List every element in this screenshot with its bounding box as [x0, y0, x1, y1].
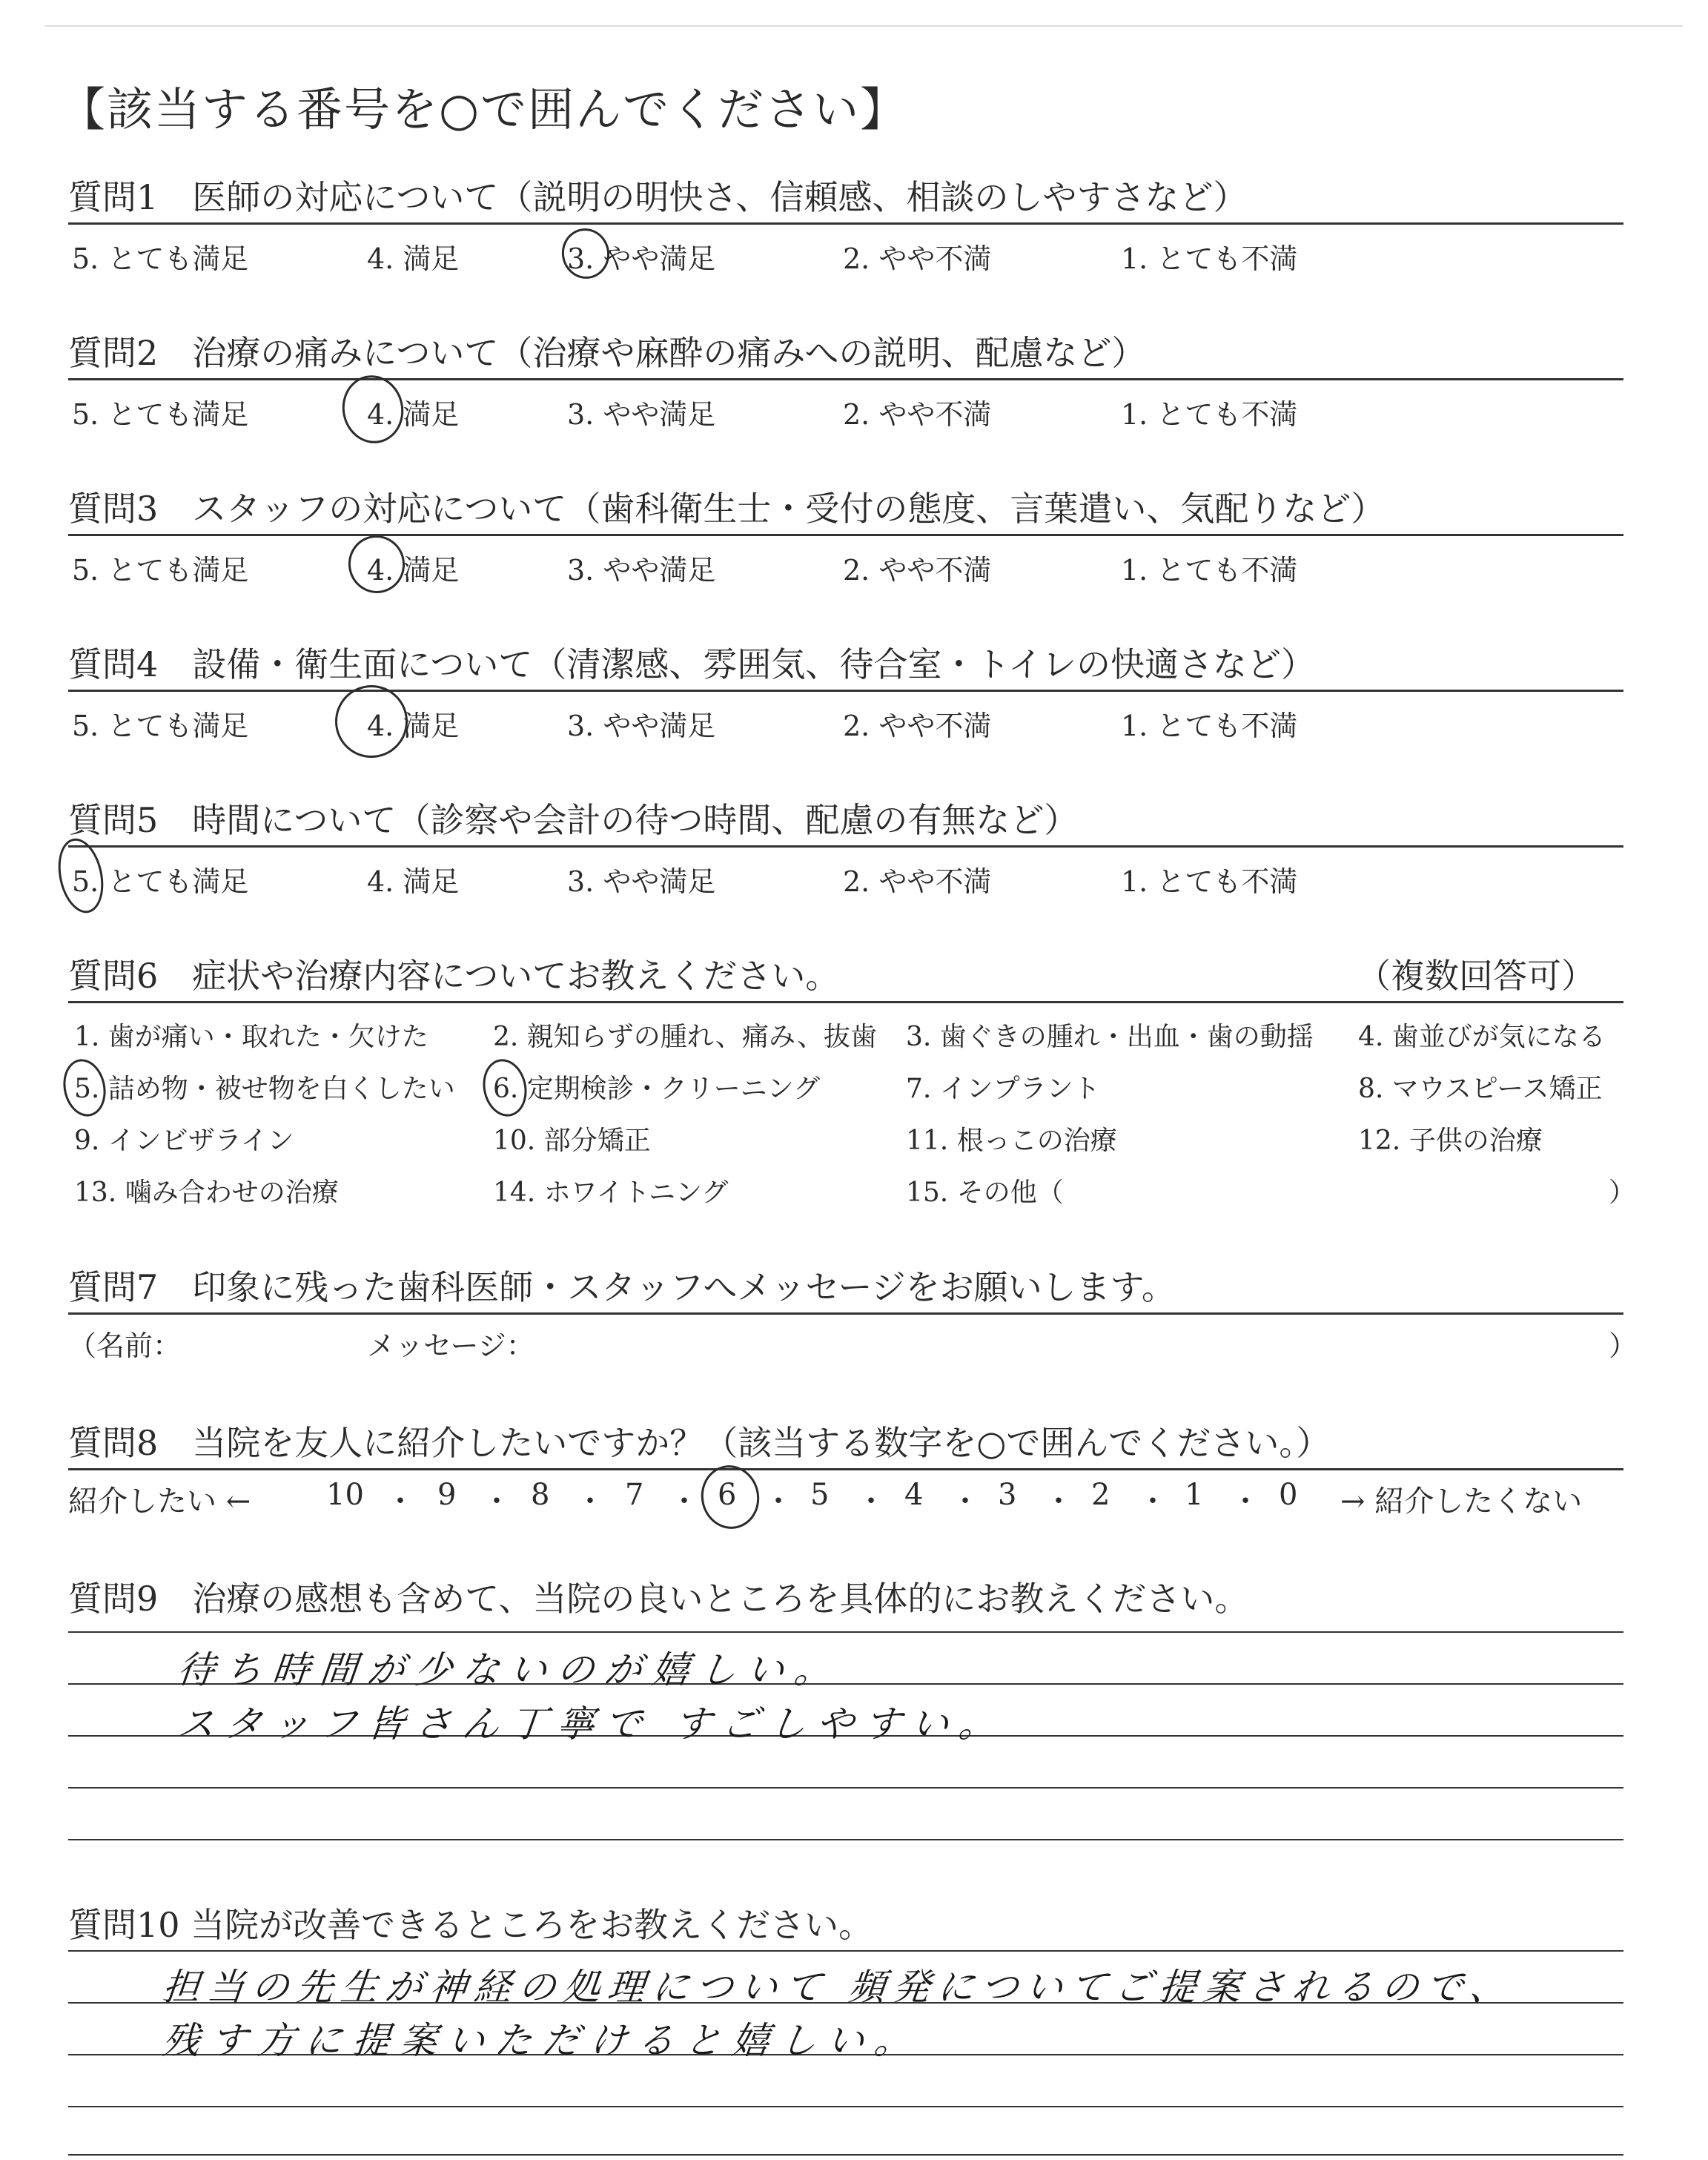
answer-line [68, 2154, 1623, 2156]
scale-dot: ・ [1138, 1484, 1168, 1519]
hand-circle-mark [343, 530, 411, 598]
scan-top-edge [44, 25, 1683, 27]
option-1[interactable]: 1. とても不満 [1121, 242, 1298, 275]
option-2[interactable]: 2. やや不満 [843, 554, 992, 587]
divider [68, 845, 1623, 848]
multiple-answer-note: （複数回答可） [1357, 956, 1595, 996]
option-4[interactable]: 4. 満足 [367, 554, 460, 587]
divider [68, 1312, 1623, 1315]
scale-dot: ・ [482, 1484, 512, 1519]
scale-dot: ・ [385, 1484, 415, 1519]
symptom-option[interactable]: 7. インプラント [906, 1074, 1100, 1104]
option-5[interactable]: 5. とても満足 [72, 398, 249, 431]
other-close-paren: ） [1609, 1178, 1636, 1208]
hand-circle-mark [478, 1055, 532, 1120]
answer-line [68, 1839, 1623, 1840]
option-4[interactable]: 4. 満足 [367, 865, 460, 898]
symptom-option[interactable]: 11. 根っこの治療 [906, 1126, 1117, 1156]
scale-value[interactable]: 6 [718, 1478, 737, 1512]
handwritten-answer-line: スタッフ皆さん丁寧で すごしやすい。 [175, 1702, 1009, 1745]
symptom-option[interactable]: 5. 詰め物・被せ物を白くしたい [74, 1074, 455, 1104]
option-4[interactable]: 4. 満足 [367, 710, 460, 742]
option-3[interactable]: 3. やや満足 [567, 398, 716, 431]
divider [68, 222, 1623, 225]
close-paren: ） [1609, 1330, 1638, 1362]
option-5[interactable]: 5. とても満足 [72, 710, 249, 742]
option-3[interactable]: 3. やや満足 [567, 865, 716, 898]
scale-dot: ・ [1231, 1484, 1260, 1519]
symptom-option[interactable]: 3. 歯ぐきの腫れ・出血・歯の動揺 [906, 1022, 1314, 1052]
scale-dot: ・ [950, 1484, 980, 1519]
answer-line [68, 2106, 1623, 2107]
symptom-option[interactable]: 8. マウスピース矯正 [1358, 1074, 1603, 1104]
divider [68, 534, 1623, 536]
option-2[interactable]: 2. やや不満 [843, 710, 992, 742]
scale-dot: ・ [1044, 1484, 1073, 1519]
scale-dot: ・ [669, 1484, 699, 1519]
symptom-option[interactable]: 10. 部分矯正 [493, 1126, 651, 1156]
hand-circle-mark [59, 1055, 111, 1120]
scale-value[interactable]: 8 [531, 1478, 550, 1512]
question-title: 質問7 印象に残った歯科医師・スタッフへメッセージをお願いします。 [68, 1267, 1176, 1307]
symptom-option[interactable]: 13. 噛み合わせの治療 [74, 1178, 339, 1208]
scale-value[interactable]: 10 [326, 1478, 364, 1512]
question-title: 質問9 治療の感想も含めて、当院の良いところを具体的にお教えください。 [68, 1579, 1249, 1619]
option-5[interactable]: 5. とても満足 [72, 242, 249, 275]
option-3[interactable]: 3. やや満足 [567, 710, 716, 742]
not-recommend-label: → 紹介したくない [1340, 1484, 1583, 1519]
recommend-label: 紹介したい ← [68, 1484, 251, 1519]
symptom-option[interactable]: 4. 歯並びが気になる [1358, 1022, 1606, 1052]
option-1[interactable]: 1. とても不満 [1121, 398, 1298, 431]
scale-value[interactable]: 0 [1279, 1478, 1298, 1512]
scale-value[interactable]: 7 [625, 1478, 644, 1512]
option-4[interactable]: 4. 満足 [367, 242, 460, 275]
scale-dot: ・ [764, 1484, 793, 1519]
symptom-option[interactable]: 14. ホワイトニング [493, 1178, 729, 1208]
scale-value[interactable]: 2 [1091, 1478, 1110, 1512]
answer-line [68, 1950, 1623, 1952]
scale-value[interactable]: 5 [810, 1478, 830, 1512]
option-4[interactable]: 4. 満足 [367, 398, 460, 431]
symptom-option[interactable]: 9. インビザライン [74, 1126, 294, 1156]
name-label: （名前： [68, 1330, 182, 1362]
page-heading: 【該当する番号を○で囲んでください】 [59, 82, 908, 136]
hand-circle-mark [695, 1460, 765, 1534]
option-5[interactable]: 5. とても満足 [72, 554, 249, 587]
divider [68, 1001, 1623, 1003]
answer-line [68, 1631, 1623, 1633]
question-title: 質問6 症状や治療内容についてお教えください。 [68, 956, 840, 996]
message-label: メッセージ： [367, 1330, 534, 1362]
symptom-option[interactable]: 12. 子供の治療 [1358, 1126, 1543, 1156]
option-2[interactable]: 2. やや不満 [843, 242, 992, 275]
hand-circle-mark [336, 369, 409, 449]
handwritten-answer-line: 担当の先生が神経の処理について 頻発についてご提案されるので、 [160, 1966, 1517, 2009]
question-title: 質問5 時間について（診察や会計の待つ時間、配慮の有無など） [68, 800, 1079, 840]
scale-dot: ・ [856, 1484, 886, 1519]
scale-value[interactable]: 3 [998, 1478, 1017, 1512]
option-1[interactable]: 1. とても不満 [1121, 554, 1298, 587]
question-title: 質問3 スタッフの対応について（歯科衛生士・受付の態度、言葉遣い、気配りなど） [68, 489, 1386, 529]
divider [68, 690, 1623, 692]
scale-value[interactable]: 1 [1185, 1478, 1204, 1512]
divider [68, 378, 1623, 380]
question-title: 質問2 治療の痛みについて（治療や麻酔の痛みへの説明、配慮など） [68, 333, 1146, 373]
option-2[interactable]: 2. やや不満 [843, 865, 992, 898]
question-title: 質問8 当院を友人に紹介したいですか？（該当する数字を○で囲んでください。） [68, 1423, 1331, 1463]
symptom-option[interactable]: 15. その他（ [906, 1178, 1064, 1208]
question-title: 質問4 設備・衛生面について（清潔感、雰囲気、待合室・トイレの快適さなど） [68, 644, 1316, 684]
scale-dot: ・ [575, 1484, 605, 1519]
option-3[interactable]: 3. やや満足 [567, 554, 716, 587]
question-title: 質問10 当院が改善できるところをお教えください。 [68, 1905, 873, 1945]
option-2[interactable]: 2. やや不満 [843, 398, 992, 431]
option-1[interactable]: 1. とても不満 [1121, 710, 1298, 742]
handwritten-answer-line: 残す方に提案いただけると嬉しい。 [160, 2019, 924, 2062]
scale-value[interactable]: 4 [904, 1478, 924, 1512]
symptom-option[interactable]: 6. 定期検診・クリーニング [493, 1074, 821, 1104]
option-5[interactable]: 5. とても満足 [72, 865, 249, 898]
option-3[interactable]: 3. やや満足 [567, 242, 716, 275]
symptom-option[interactable]: 2. 親知らずの腫れ、痛み、抜歯 [493, 1022, 878, 1052]
handwritten-answer-line: 待ち時間が少ないのが嬉しい。 [175, 1648, 844, 1691]
scale-value[interactable]: 9 [437, 1478, 457, 1512]
symptom-option[interactable]: 1. 歯が痛い・取れた・欠けた [74, 1022, 428, 1052]
option-1[interactable]: 1. とても不満 [1121, 865, 1298, 898]
divider [68, 1468, 1623, 1470]
question-title: 質問1 医師の対応について（説明の明快さ、信頼感、相談のしやすさなど） [68, 177, 1248, 217]
answer-line [68, 1787, 1623, 1789]
